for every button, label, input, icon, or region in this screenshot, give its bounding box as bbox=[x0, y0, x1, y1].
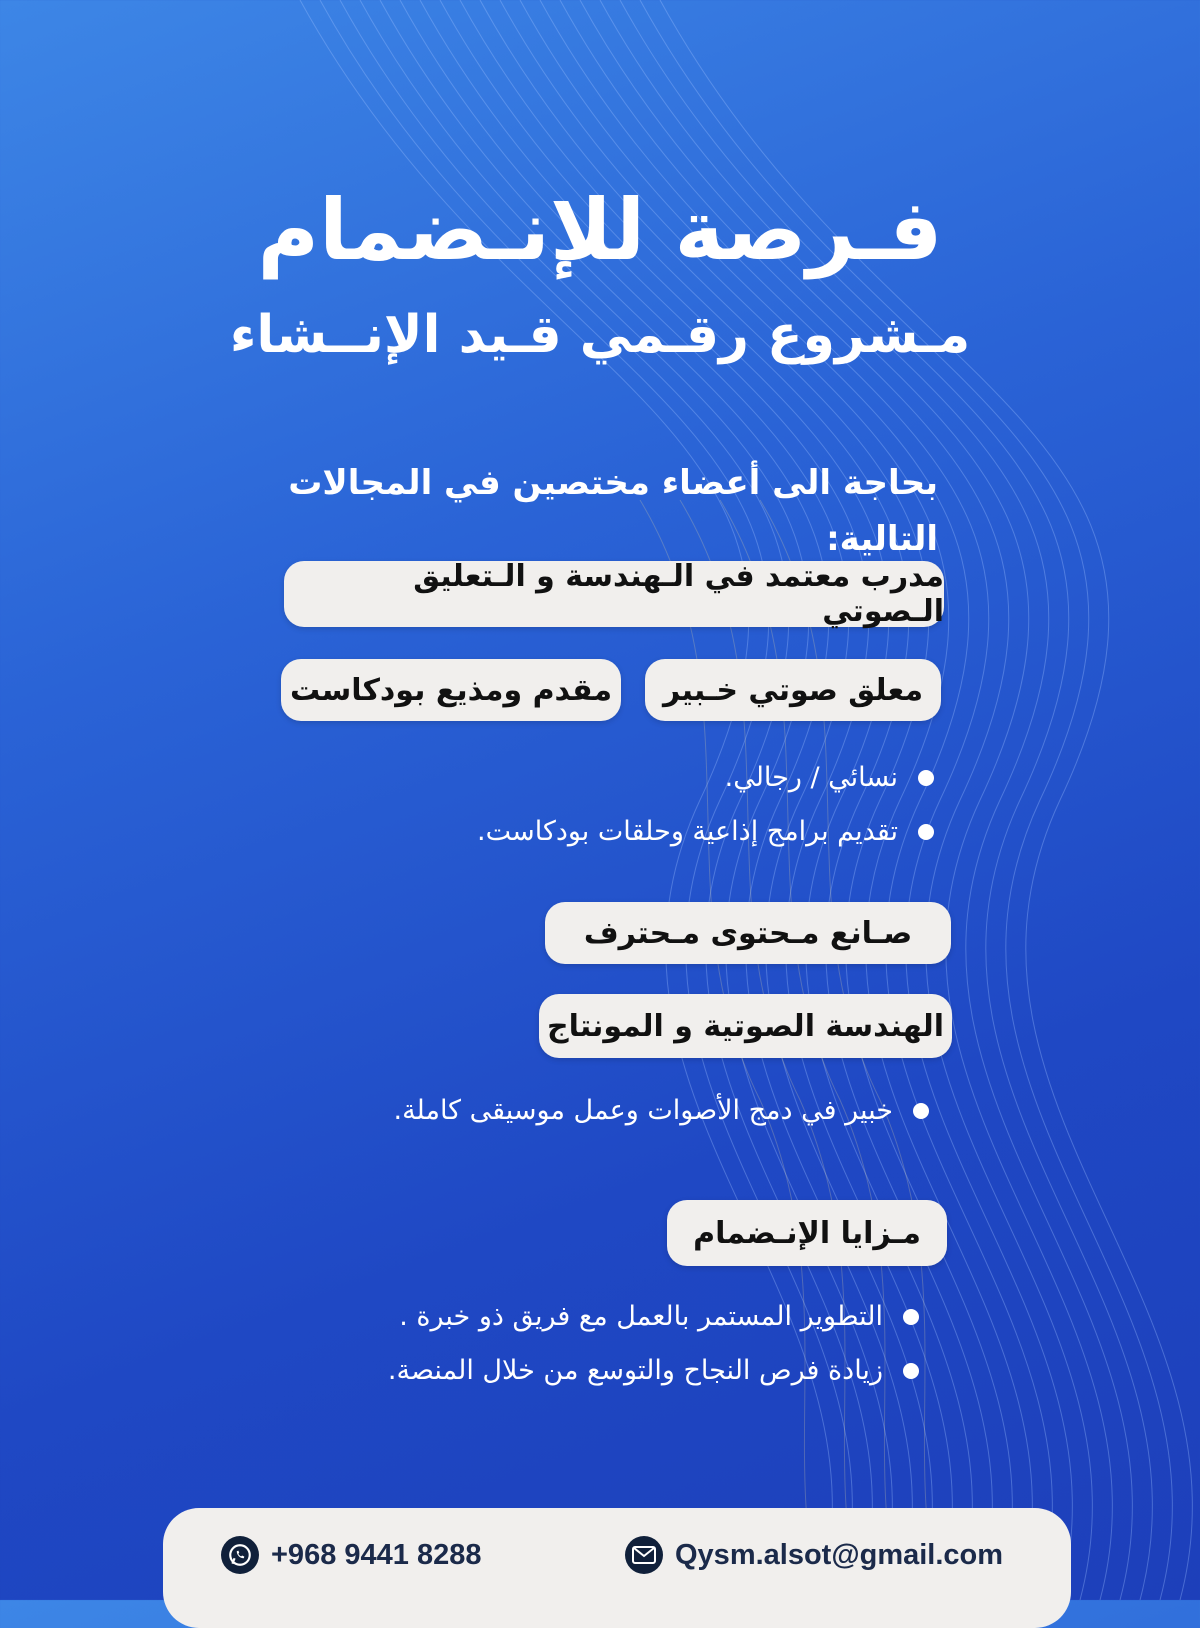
role-commentator-pill: معلق صوتي خـبير bbox=[645, 659, 941, 721]
phone-number: +968 9441 8288 bbox=[271, 1538, 482, 1571]
list-item: تقديم برامج إذاعية وحلقات بودكاست. bbox=[477, 805, 940, 859]
list-item: نسائي / رجالي. bbox=[477, 751, 940, 805]
bullet-dot-icon bbox=[903, 1363, 919, 1379]
page-title: فـرصة للإنـضمام bbox=[257, 181, 943, 279]
list-item: التطوير المستمر بالعمل مع فريق ذو خبرة . bbox=[388, 1290, 925, 1344]
role-audio-engineering-pill: الهندسة الصوتية و المونتاج bbox=[539, 994, 952, 1058]
page-subtitle: مـشروع رقـمي قـيد الإنــشاء bbox=[229, 305, 971, 365]
mail-icon bbox=[625, 1536, 663, 1574]
benefits-bullet-list bbox=[388, 1290, 925, 1398]
bullet-dot-icon bbox=[913, 1103, 929, 1119]
intro-text: بحاجة الى أعضاء مختصين في المجالات التالية: bbox=[288, 463, 938, 559]
email-address: Qysm.alsot@gmail.com bbox=[675, 1538, 1004, 1571]
email-contact[interactable] bbox=[625, 1536, 1003, 1574]
whatsapp-icon bbox=[221, 1536, 259, 1574]
benefits-heading-pill: مـزايا الإنـضمام bbox=[667, 1200, 947, 1266]
role-content-creator-pill: صـانع مـحتوى مـحترف bbox=[545, 902, 951, 964]
bullet-dot-icon bbox=[918, 824, 934, 840]
contact-bar bbox=[163, 1508, 1071, 1628]
voice-bullet-list bbox=[477, 751, 940, 859]
role-trainer-pill: مدرب معتمد في الـهندسة و الـتعليق الـصوتي bbox=[284, 561, 944, 627]
list-item: زيادة فرص النجاح والتوسع من خلال المنصة. bbox=[388, 1344, 925, 1398]
phone-contact[interactable] bbox=[221, 1536, 481, 1574]
bullet-dot-icon bbox=[903, 1309, 919, 1325]
role-podcast-host-pill: مقدم ومذيع بودكاست bbox=[281, 659, 621, 721]
list-item: خبير في دمج الأصوات وعمل موسيقى كاملة. bbox=[394, 1084, 936, 1138]
audio-bullet-list bbox=[394, 1084, 936, 1138]
bullet-dot-icon bbox=[918, 770, 934, 786]
